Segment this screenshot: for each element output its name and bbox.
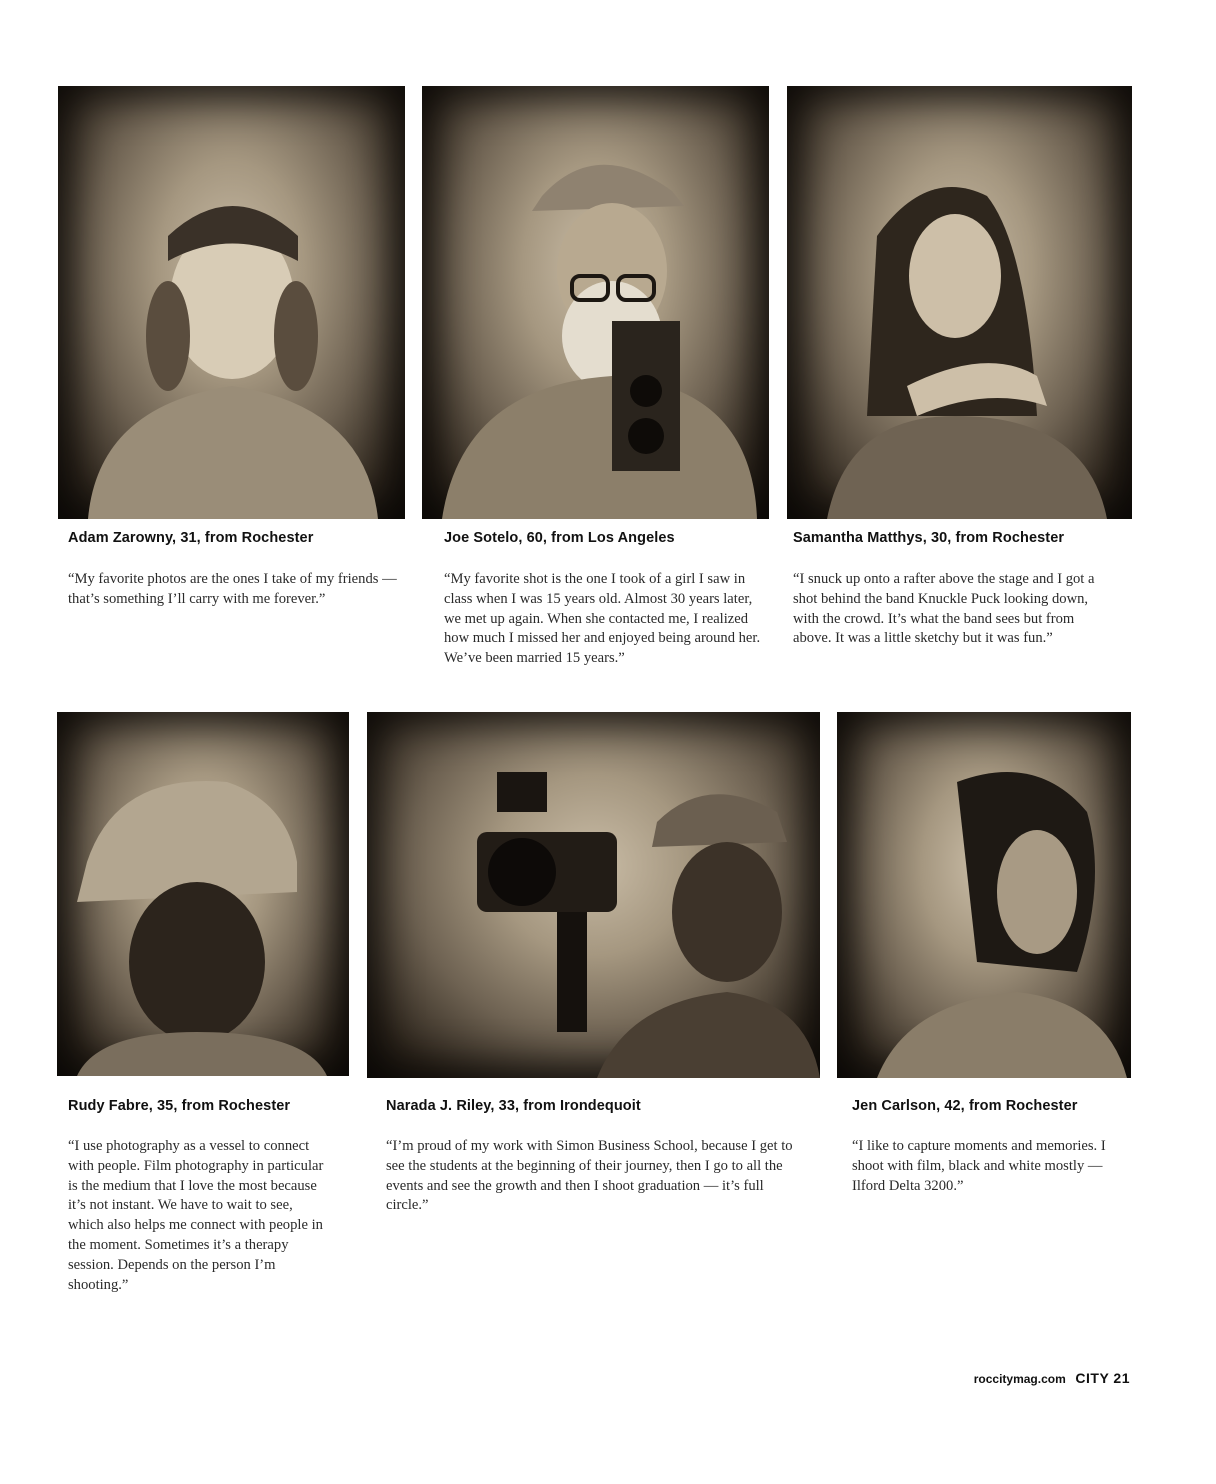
portrait-photo-jen-carlson <box>837 712 1131 1078</box>
portrait-name: Joe Sotelo, 60, from Los Angeles <box>444 530 675 546</box>
portrait-quote: “I use photography as a vessel to connect with people. Film photography in particular is the medium that I love the most because it’s not instant. We have to wait to see, which also helps me connect with people in the moment. Sometimes it’s a therapy session. Depends on the person I’m shooting.” <box>68 1138 324 1293</box>
portrait-quote: “I’m proud of my work with Simon Business School, because I get to see the students at the beginning of their journey, then I go to all the events and see the growth and then I shoot graduation — it’s full circle.” <box>386 1138 793 1214</box>
portrait-quote: “My favorite photos are the ones I take of my friends — that’s something I’ll carry with me forever.” <box>68 571 397 607</box>
portrait-photo-narada-riley <box>367 712 820 1078</box>
portrait-name: Jen Carlson, 42, from Rochester <box>852 1098 1078 1114</box>
footer-website: roccitymag.com <box>973 1372 1066 1386</box>
portrait-photo-adam-zarowny <box>58 86 405 519</box>
footer-page-number: CITY 21 <box>1075 1370 1130 1386</box>
portrait-name: Samantha Matthys, 30, from Rochester <box>793 530 1065 546</box>
portrait-photo-samantha-matthys <box>787 86 1132 519</box>
page-footer <box>974 1370 1130 1386</box>
portrait-quote: “My favorite shot is the one I took of a girl I saw in class when I was 15 years old. Almost 30 years later, we met up again. When she contacted me, I realized how much I missed her and enjoyed being around her. We’ve been married 15 years.” <box>444 571 761 667</box>
portrait-photo-joe-sotelo <box>422 86 769 519</box>
portrait-quote: “I snuck up onto a rafter above the stage and I got a shot behind the band Knuckle Puck looking down, with the crowd. It’s what the band sees but from above. It was a little sketchy but it was fun.” <box>793 571 1095 647</box>
portrait-name: Adam Zarowny, 31, from Rochester <box>68 530 314 546</box>
portrait-quote: “I like to capture moments and memories. I shoot with film, black and white mostly — Ilford Delta 3200.” <box>852 1138 1106 1194</box>
portrait-name: Rudy Fabre, 35, from Rochester <box>68 1098 291 1114</box>
portrait-photo-rudy-fabre <box>57 712 349 1076</box>
portrait-name: Narada J. Riley, 33, from Irondequoit <box>386 1098 641 1114</box>
